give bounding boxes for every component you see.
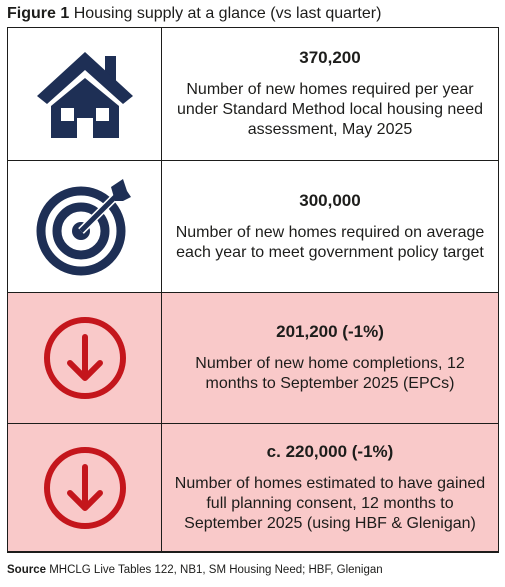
icon-cell	[8, 161, 162, 292]
stat-description: Number of new homes required on average each year to meet government policy target	[175, 223, 485, 261]
stat-description: Number of new homes required per year under Standard Method local housing need assessment, May 2025	[177, 81, 483, 138]
house-icon	[37, 48, 133, 140]
stat-value: 370,200	[299, 48, 361, 67]
stat-value: 300,000	[299, 190, 361, 210]
source-note	[7, 564, 383, 576]
supply-row-planning	[8, 424, 498, 551]
source-text: MHCLG Live Tables 122, NB1, SM Housing Need; HBF, Glenigan	[49, 564, 383, 576]
stat-description: Number of new home completions, 12 months to September 2025 (EPCs)	[195, 355, 465, 392]
down-arrow-circle-icon	[42, 315, 128, 401]
stat-value: c. 220,000 (-1%)	[266, 441, 394, 461]
stat-value: 201,200 (-1%)	[276, 322, 384, 341]
down-arrow-circle-icon	[42, 445, 128, 531]
text-cell	[162, 293, 498, 423]
supply-row-requirement	[8, 28, 498, 161]
source-label: Source	[7, 564, 46, 576]
text-cell	[162, 161, 498, 292]
icon-cell	[8, 424, 162, 551]
figure-title-text: Housing supply at a glance (vs last quarter)	[73, 5, 382, 22]
figure-title	[7, 5, 381, 23]
supply-table	[7, 27, 499, 553]
text-cell	[162, 28, 498, 160]
supply-row-completions	[8, 293, 498, 424]
stat-description: Number of homes estimated to have gained full planning consent, 12 months to September 2025 (using HBF & Glenigan)	[174, 474, 486, 532]
figure-label: Figure 1	[7, 5, 70, 22]
supply-row-target	[8, 161, 498, 293]
target-icon	[35, 177, 135, 277]
text-cell	[162, 424, 498, 551]
icon-cell	[8, 28, 162, 160]
icon-cell	[8, 293, 162, 423]
